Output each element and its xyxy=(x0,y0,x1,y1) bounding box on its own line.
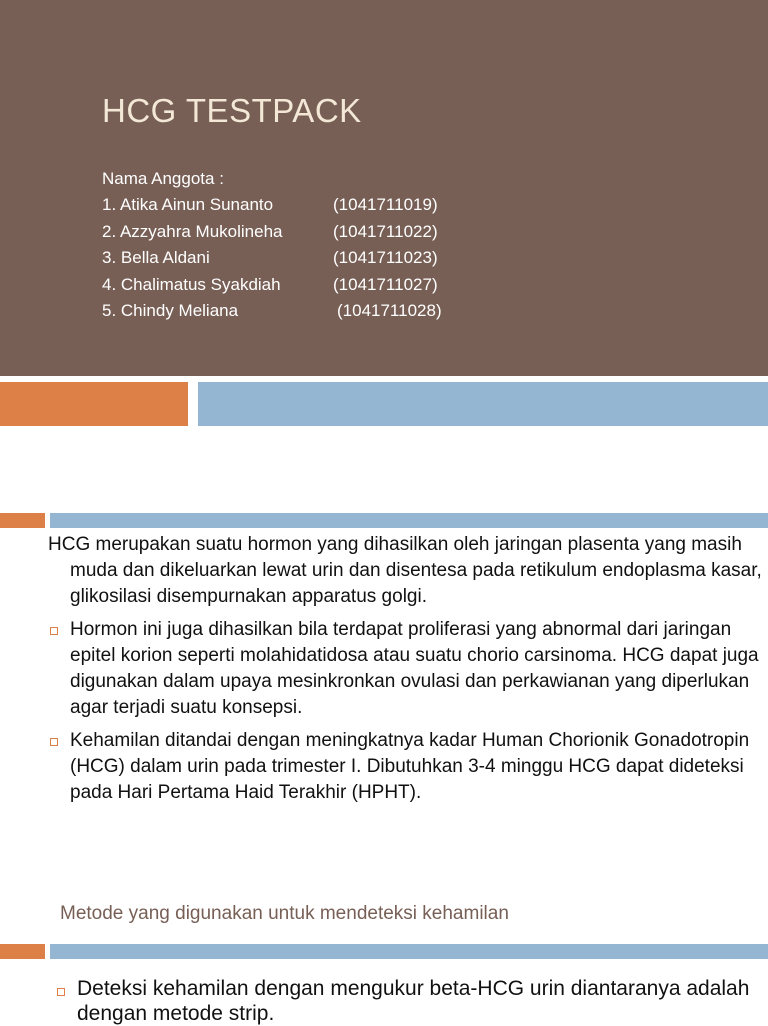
member-nim: (1041711019) xyxy=(333,195,438,214)
members-label: Nama Anggota : xyxy=(102,169,224,188)
title-slide xyxy=(0,0,768,376)
member-nim: (1041711023) xyxy=(333,248,438,267)
list-item xyxy=(55,976,768,1026)
square-bullet-icon xyxy=(50,627,58,635)
accent-bar-blue xyxy=(198,382,768,426)
accent-strip-blue xyxy=(50,513,768,528)
accent-bar-orange xyxy=(0,382,188,426)
member-name: 3. Bella Aldani xyxy=(102,248,210,267)
list-item xyxy=(48,617,763,721)
member-name: 5. Chindy Meliana xyxy=(102,301,239,320)
section-title: Metode yang digunakan untuk mendeteksi kehamilan xyxy=(60,903,509,924)
list-item-text: Deteksi kehamilan dengan mengukur beta-HCG urin diantaranya adalah dengan metode strip. xyxy=(77,977,750,1025)
accent-strip-blue xyxy=(50,944,768,959)
member-name: 1. Atika Ainun Sunanto xyxy=(102,195,274,214)
list-item-text: Kehamilan ditandai dengan meningkatnya kadar Human Chorionik Gonadotropin (HCG) dalam urin pada trimester I. Dibutuhkan 3-4 minggu HCG dapat dideteksi pada Hari Pertama Haid Terakhir (HPHT). xyxy=(70,730,750,803)
accent-strip-orange xyxy=(0,513,45,528)
member-nim: (1041711022) xyxy=(333,221,438,241)
member-nim: (1041711028) xyxy=(337,301,442,320)
slide-content xyxy=(48,532,763,868)
list-item xyxy=(48,728,763,806)
accent-strip-orange xyxy=(0,944,45,959)
member-nim: (1041711027) xyxy=(333,274,438,294)
list-item-text: Hormon ini juga dihasilkan bila terdapat proliferasi yang abnormal dari jaringan epitel korion seperti molahidatidosa atau suatu chorio carsinoma. HCG dapat juga digunakan dalam upaya mesinkronkan ovulasi dan perkawianan yang diperlukan agar terjadi suatu konsepsi. xyxy=(70,619,759,718)
member-name: 2. Azzyahra Mukolineha xyxy=(102,221,283,241)
intro-paragraph: HCG merupakan suatu hormon yang dihasilkan oleh jaringan plasenta yang masih muda dan dikeluarkan lewat urin dan disentesa pada retikulum endoplasma kasar, glikosilasi disempurnakan apparatus golgi. xyxy=(48,534,762,607)
slide-title: HCG TESTPACK xyxy=(102,92,362,129)
square-bullet-icon xyxy=(57,988,65,996)
member-name: 4. Chalimatus Syakdiah xyxy=(102,274,281,294)
square-bullet-icon xyxy=(50,738,58,746)
